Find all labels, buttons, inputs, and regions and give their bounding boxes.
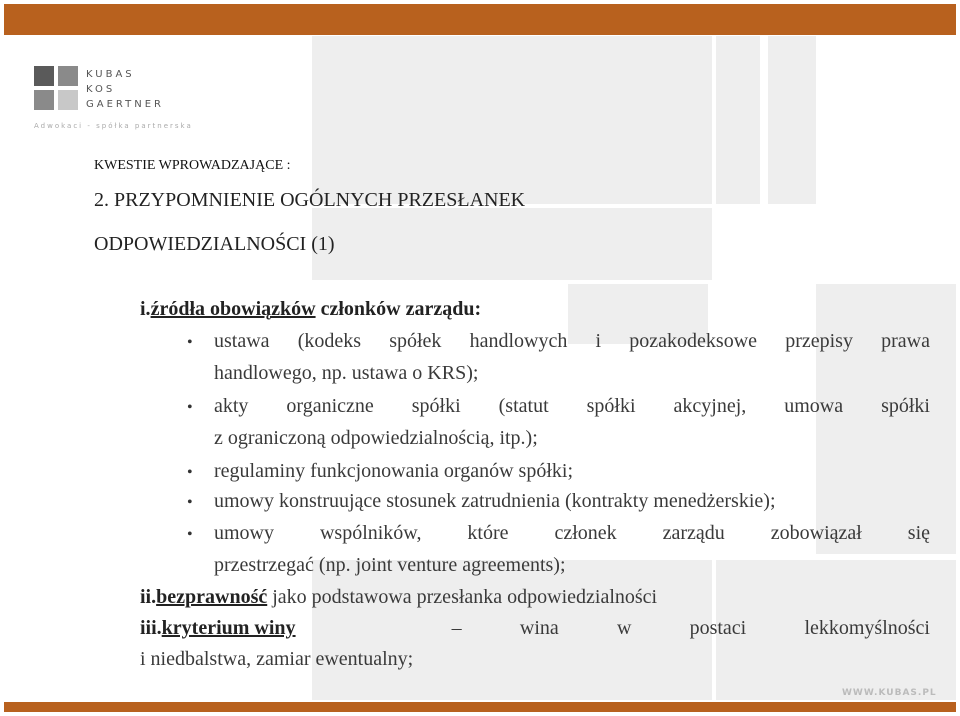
- footer-url: WWW.KUBAS.PL: [842, 688, 937, 698]
- list-item-cont: handlowego, np. ustawa o KRS);: [214, 362, 479, 384]
- section-iii-cont: i niedbalstwa, zamiar ewentualny;: [140, 648, 414, 670]
- deco-block: [312, 36, 712, 204]
- deco-block: [816, 284, 956, 554]
- bullet-icon: •: [187, 334, 193, 351]
- list-item: ustawa (kodeks spółek handlowych i pozakodeksowe przepisy prawa: [214, 330, 930, 352]
- logo-tagline: Adwokaci - spółka partnerska: [34, 122, 193, 130]
- deco-block: [716, 36, 760, 204]
- bullet-icon: •: [187, 494, 193, 511]
- list-item: akty organiczne spółki (statut spółki akcyjnej, umowa spółki: [214, 395, 930, 417]
- top-bar: [4, 4, 956, 35]
- page-title-line2: ODPOWIEDZIALNOŚCI (1): [94, 233, 335, 255]
- bullet-icon: •: [187, 399, 193, 416]
- list-item: regulaminy funkcjonowania organów spółki;: [214, 460, 574, 482]
- bottom-bar: [4, 702, 956, 712]
- list-item: umowy konstruujące stosunek zatrudnienia (kontrakty menedżerskie);: [214, 490, 776, 512]
- bullet-icon: •: [187, 526, 193, 543]
- logo-mark-icon: [34, 66, 78, 110]
- section-label: KWESTIE WPROWADZAJĄCE :: [94, 158, 291, 173]
- bullet-icon: •: [187, 464, 193, 481]
- section-ii-heading: ii.bezprawność jako podstawowa przesłanka odpowiedzialności: [140, 586, 658, 608]
- list-item-cont: przestrzegać (np. joint venture agreements);: [214, 554, 566, 576]
- deco-block: [768, 36, 816, 204]
- list-item-cont: z ograniczoną odpowiedzialnością, itp.);: [214, 427, 538, 449]
- logo-wordmark: KUBAS KOS GAERTNER: [86, 69, 164, 110]
- section-i-heading: i.źródła obowiązków członków zarządu:: [140, 298, 482, 320]
- page-title: 2. PRZYPOMNIENIE OGÓLNYCH PRZESŁANEK: [94, 189, 526, 211]
- list-item: umowy wspólników, które członek zarządu zobowiązał się: [214, 522, 930, 544]
- section-iii-heading: iii. kryterium winy – wina w postaci lekkomyślności: [140, 617, 930, 639]
- deco-block: [312, 208, 712, 280]
